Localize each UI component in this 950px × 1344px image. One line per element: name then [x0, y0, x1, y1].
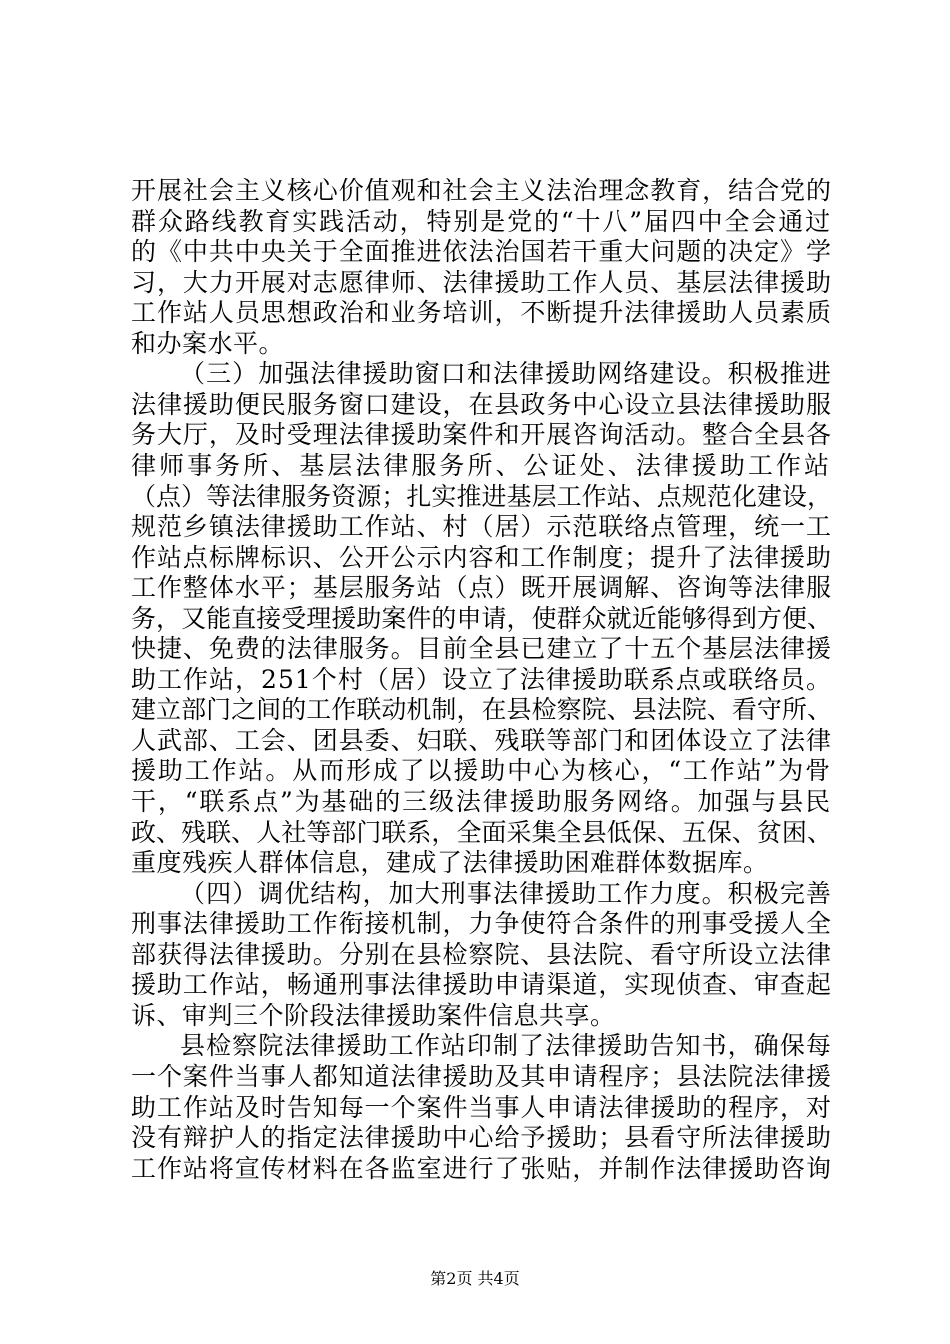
text-line: 务，又能直接受理援助案件的申请，使群众就近能够得到方便、	[131, 603, 832, 633]
text-line: （四）调优结构，加大刑事法律援助工作力度。积极完善	[180, 878, 832, 908]
text-line: 快捷、免费的法律服务。目前全县已建立了十五个基层法律援	[131, 634, 832, 664]
text-line: 县检察院法律援助工作站印制了法律援助告知书，确保每	[180, 1031, 832, 1061]
text-line: 工作站将宣传材料在各监室进行了张贴，并制作法律援助咨询	[131, 1153, 832, 1183]
text-line: 规范乡镇法律援助工作站、村（居）示范联络点管理，统一工	[131, 512, 832, 542]
text-line: 干，“联系点”为基础的三级法律援助服务网络。加强与县民	[131, 787, 832, 816]
text-line: 援助工作站。从而形成了以援助中心为核心，“工作站”为骨	[131, 756, 832, 786]
text-line: 人武部、工会、团县委、妇联、残联等部门和团体设立了法律	[131, 725, 832, 755]
text-line: 助工作站，251个村（居）设立了法律援助联系点或联络员。	[131, 664, 832, 694]
text-line: 群众路线教育实践活动，特别是党的“十八”届四中全会通过	[131, 206, 832, 236]
text-line: （三）加强法律援助窗口和法律援助网络建设。积极推进	[180, 359, 832, 389]
text-line: 刑事法律援助工作衔接机制，力争使符合条件的刑事受援人全	[131, 909, 832, 939]
text-line: 律师事务所、基层法律服务所、公证处、法律援助工作站	[131, 450, 832, 480]
text-line: 部获得法律援助。分别在县检察院、县法院、看守所设立法律	[131, 939, 832, 969]
text-line: 法律援助便民服务窗口建设，在县政务中心设立县法律援助服	[131, 389, 832, 419]
text-line: 诉、审判三个阶段法律援助案件信息共享。	[131, 1000, 616, 1030]
text-line: 作站点标牌标识、公开公示内容和工作制度；提升了法律援助	[131, 542, 832, 572]
text-line: 一个案件当事人都知道法律援助及其申请程序；县法院法律援	[131, 1061, 832, 1091]
text-line: 和办案水平。	[131, 328, 285, 358]
text-line: 工作整体水平；基层服务站（点）既开展调解、咨询等法律服	[131, 573, 832, 603]
text-line: 助工作站及时告知每一个案件当事人申请法律援助的程序，对	[131, 1092, 832, 1122]
text-line: 重度残疾人群体信息，建成了法律援助困难群体数据库。	[131, 848, 769, 878]
text-line: 的《中共中央关于全面推进依法治国若干重大问题的决定》学	[131, 237, 832, 267]
text-line: （点）等法律服务资源；扎实推进基层工作站、点规范化建设，	[131, 481, 832, 511]
text-line: 援助工作站，畅通刑事法律援助申请渠道，实现侦查、审查起	[131, 970, 832, 1000]
text-line: 开展社会主义核心价值观和社会主义法治理念教育，结合党的	[131, 176, 832, 205]
page-footer: 第2页 共4页	[430, 1269, 520, 1288]
text-line: 务大厅，及时受理法律援助案件和开展咨询活动。整合全县各	[131, 420, 832, 450]
text-line: 政、残联、人社等部门联系，全面采集全县低保、五保、贫困、	[131, 817, 832, 847]
text-line: 没有辩护人的指定法律援助中心给予援助；县看守所法律援助	[131, 1123, 832, 1153]
text-line: 工作站人员思想政治和业务培训，不断提升法律援助人员素质	[131, 298, 832, 328]
text-line: 习，大力开展对志愿律师、法律援助工作人员、基层法律援助	[131, 267, 832, 297]
text-line: 建立部门之间的工作联动机制，在县检察院、县法院、看守所、	[131, 695, 832, 725]
